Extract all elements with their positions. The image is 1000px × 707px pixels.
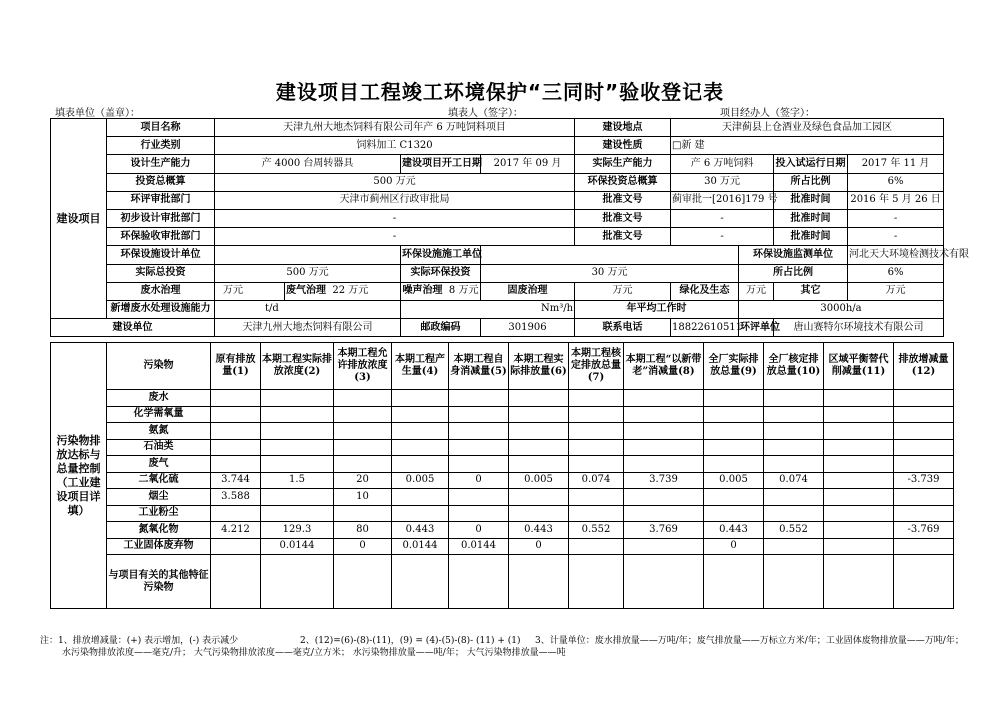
pollutant-value: 20	[334, 472, 392, 489]
pollutant-value	[569, 538, 624, 555]
pollutant-value	[624, 505, 704, 522]
pollutant-section-label: 污染物排放达标与总量控制（工业建设项目详填）	[51, 343, 107, 609]
table-row	[51, 505, 954, 522]
pollutant-value	[894, 456, 954, 473]
table-row	[51, 456, 954, 473]
pollutant-value	[704, 456, 764, 473]
pollutant-value	[392, 390, 449, 407]
eia-dept-value: 天津市蓟州区行政审批局	[215, 191, 575, 209]
pollutant-value: 3.744	[211, 472, 261, 489]
actual-invest-label: 实际总投资	[107, 264, 215, 282]
note-1b: 2、(12)=(6)-(8)-(11)，(9) = (4)-(5)-(8)- (11) + (1)	[300, 636, 521, 646]
pollutant-value	[211, 456, 261, 473]
pollutant-value: 0.074	[569, 472, 624, 489]
pollutant-value	[894, 538, 954, 555]
pollutant-value	[824, 423, 894, 440]
pollutant-header-9: 全厂实际排放总量(9)	[704, 343, 764, 390]
actual-cap-label: 实际生产能力	[575, 155, 671, 173]
pollutant-value: -3.769	[894, 522, 954, 539]
constr-unit-label: 环保设施施工单位	[401, 246, 481, 264]
pollutant-value	[764, 423, 824, 440]
actual-ratio-label: 所占比例	[739, 264, 848, 282]
design-unit-label: 环保设施设计单位	[107, 246, 215, 264]
pollutant-value	[334, 423, 392, 440]
pollutant-value: 0.0144	[261, 538, 334, 555]
pollutant-value	[334, 439, 392, 456]
eia-time-label: 批准时间	[774, 191, 848, 209]
pollutant-value	[334, 456, 392, 473]
filler-label: 填表人（签字）：	[448, 108, 523, 119]
pollutant-value	[449, 555, 509, 609]
constr-unit-value	[481, 246, 739, 264]
pollutant-value: 80	[334, 522, 392, 539]
design-cap-value: 产 4000 台周转器具	[215, 155, 401, 173]
green-label: 绿化及生态	[679, 285, 730, 297]
construction-section-label: 建设项目	[51, 119, 107, 319]
pollutant-header-1: 原有排放量(1)	[211, 343, 261, 390]
owner-unit-value: 天津九州大地杰饲料有限公司	[215, 319, 401, 337]
pollutant-value	[211, 505, 261, 522]
monitor-unit-value: 河北天大环境检测技术有限	[848, 246, 944, 264]
other-label: 其它	[774, 282, 848, 300]
pollutant-name: 工业固体废弃物	[107, 538, 211, 555]
pollutant-name: 烟尘	[107, 489, 211, 506]
table-row	[51, 439, 954, 456]
pollutant-header-5: 本期工程自身消减量(5)	[449, 343, 509, 390]
start-date-label: 建设项目开工日期	[401, 155, 481, 173]
ratio-label: 所占比例	[774, 173, 848, 191]
industry-label: 行业类别	[107, 137, 215, 155]
pollutant-name: 石油类	[107, 439, 211, 456]
pollutant-value	[764, 390, 824, 407]
pollutant-value	[764, 489, 824, 506]
pollutant-value	[334, 406, 392, 423]
pollutant-value	[392, 423, 449, 440]
pollutant-value	[764, 406, 824, 423]
pollutant-value: 0.0144	[449, 538, 509, 555]
pollutant-value	[211, 406, 261, 423]
pollutant-value: 0.005	[392, 472, 449, 489]
pollutant-value: 0.443	[509, 522, 569, 539]
owner-unit-label: 建设单位	[51, 319, 215, 337]
pollutant-name: 废水	[107, 390, 211, 407]
pollutant-value	[509, 439, 569, 456]
pollutant-value	[624, 555, 704, 609]
eia-doc-label: 批准文号	[575, 191, 671, 209]
prelim-doc-label: 批准文号	[575, 209, 671, 227]
eia-unit-label: 环评单位	[739, 319, 774, 337]
eia-time-value: 2016 年 5 月 26 日	[848, 191, 944, 209]
accept-dept-value: -	[215, 228, 575, 246]
pollutant-value	[624, 439, 704, 456]
pollutant-value	[764, 456, 824, 473]
pollutant-value: 0.005	[509, 472, 569, 489]
new-ww-label: 新增废水处理设施能力	[107, 300, 215, 318]
pollutant-value	[569, 390, 624, 407]
pollutant-value	[824, 538, 894, 555]
accept-dept-label: 环保验收审批部门	[107, 228, 215, 246]
accept-time-value: -	[848, 228, 944, 246]
project-info-table	[50, 118, 970, 337]
noise-label: 噪声治理	[402, 285, 443, 297]
pollutant-value	[261, 505, 334, 522]
pollutant-value	[894, 489, 954, 506]
pollutant-value	[824, 472, 894, 489]
pollutant-header-12: 排放增减量(12)	[894, 343, 954, 390]
pollutant-name: 工业粉尘	[107, 505, 211, 522]
budget-label: 投资总概算	[107, 173, 215, 191]
pollutant-value: 0.443	[392, 522, 449, 539]
pollutant-value	[509, 555, 569, 609]
pollutant-value	[449, 423, 509, 440]
trial-date-label: 投入试运行日期	[774, 155, 848, 173]
actual-invest-value: 500 万元	[215, 264, 401, 282]
prelim-time-value: -	[848, 209, 944, 227]
pollutant-value	[392, 505, 449, 522]
zip-value: 301906	[481, 319, 575, 337]
gas-label: 废气治理	[286, 285, 326, 297]
pollutant-value	[704, 406, 764, 423]
pollutant-value	[624, 489, 704, 506]
other-pollutant-row	[51, 555, 954, 609]
project-location: 天津蓟县上仓酒业及绿色食品加工园区	[671, 119, 944, 137]
green-value: 万元	[739, 282, 774, 300]
pollutant-value	[569, 456, 624, 473]
pollutant-value: 0.005	[704, 472, 764, 489]
pollutant-value	[449, 439, 509, 456]
pollutant-value	[261, 555, 334, 609]
pollutant-table	[50, 342, 954, 609]
pollutant-value	[449, 390, 509, 407]
pollutant-value	[704, 390, 764, 407]
pollutant-value	[449, 406, 509, 423]
pollutant-value: 0.552	[764, 522, 824, 539]
pollutant-value	[261, 390, 334, 407]
pollutant-value	[569, 439, 624, 456]
table-row	[51, 423, 954, 440]
pollutant-value	[894, 406, 954, 423]
note-1a: 注：1、排放增减量：(+) 表示增加，(-) 表示减少	[40, 636, 239, 646]
pollutant-header-2: 本期工程实际排放浓度(2)	[261, 343, 334, 390]
pollutant-value	[824, 456, 894, 473]
pollutant-value	[624, 423, 704, 440]
handler-label: 项目经办人（签字）：	[720, 108, 815, 119]
pollutant-value	[334, 555, 392, 609]
pollutant-value	[894, 390, 954, 407]
budget-value: 500 万元	[215, 173, 575, 191]
accept-doc-value: -	[671, 228, 774, 246]
pollutant-value	[764, 555, 824, 609]
pollutant-value: 0	[509, 538, 569, 555]
note-1c: 3、计量单位：废水排放量——万吨/年；废气排放量——万标立方米/年；工业固体废物排放量——万吨/年；	[535, 636, 964, 646]
pollutant-value: 0	[449, 472, 509, 489]
pollutant-value	[509, 489, 569, 506]
pollutant-value	[334, 505, 392, 522]
other-value: 万元	[848, 282, 944, 300]
pollutant-header-8: 本期工程“以新带老”消减量(8)	[624, 343, 704, 390]
env-budget-value: 30 万元	[671, 173, 774, 191]
ratio-value: 6%	[848, 173, 944, 191]
pollutant-value	[392, 555, 449, 609]
pollutant-value	[569, 423, 624, 440]
pollutant-value	[624, 406, 704, 423]
pollutant-value	[392, 456, 449, 473]
pollutant-value	[261, 456, 334, 473]
pollutant-value	[824, 406, 894, 423]
pollutant-name: 废气	[107, 456, 211, 473]
prelim-dept-value: -	[215, 209, 575, 227]
pollutant-value	[704, 555, 764, 609]
eia-unit-value: 唐山赛特尔环境技术有限公司	[774, 319, 944, 337]
pollutant-value	[824, 439, 894, 456]
pollutant-header-11: 区域平衡替代削减量(11)	[824, 343, 894, 390]
pollutant-value	[392, 406, 449, 423]
pollutant-value	[764, 538, 824, 555]
pollutant-value	[569, 555, 624, 609]
green-cell	[671, 282, 739, 300]
pollutant-value	[509, 505, 569, 522]
fill-unit-label: 填表单位（盖章）：	[55, 108, 140, 119]
pollutant-value	[824, 390, 894, 407]
pollutant-value: 4.212	[211, 522, 261, 539]
table-row	[51, 522, 954, 539]
pollutant-value: 0	[449, 522, 509, 539]
pollutant-value: 0	[704, 538, 764, 555]
wastewater-value: 万元	[215, 282, 285, 300]
pollutant-value	[704, 423, 764, 440]
wastewater-label: 废水治理	[107, 282, 215, 300]
pollutant-value	[261, 439, 334, 456]
actual-env-value: 30 万元	[481, 264, 739, 282]
pollutant-header-10: 全厂核定排放总量(10)	[764, 343, 824, 390]
pollutant-value	[624, 456, 704, 473]
pollutant-header-7: 本期工程核定排放总量(7)	[569, 343, 624, 390]
pollutant-value: -3.739	[894, 472, 954, 489]
pollutant-value	[211, 439, 261, 456]
pollutant-name: 氮氧化物	[107, 522, 211, 539]
industry-value: 饲料加工 C1320	[215, 137, 575, 155]
pollutant-value	[624, 390, 704, 407]
pollutant-value	[509, 456, 569, 473]
pollutant-value: 129.3	[261, 522, 334, 539]
table-row	[51, 489, 954, 506]
zip-label: 邮政编码	[401, 319, 481, 337]
actual-ratio-value: 6%	[848, 264, 944, 282]
pollutant-value	[569, 406, 624, 423]
table-row	[51, 538, 954, 555]
phone-label: 联系电话	[602, 321, 643, 333]
gas-value: 22 万元	[332, 285, 369, 297]
pollutant-value	[894, 555, 954, 609]
pollutant-value	[824, 555, 894, 609]
accept-time-label: 批准时间	[774, 228, 848, 246]
pollutant-value: 3.769	[624, 522, 704, 539]
table-row	[51, 390, 954, 407]
location-label: 建设地点	[575, 119, 671, 137]
pollutant-value	[392, 489, 449, 506]
pollutant-value: 0	[334, 538, 392, 555]
phone-value: 18822610511	[671, 319, 739, 337]
pollutant-value	[704, 439, 764, 456]
name-label: 项目名称	[107, 119, 215, 137]
pollutant-value	[392, 439, 449, 456]
solid-label: 固废治理	[507, 285, 548, 297]
pollutant-value	[449, 456, 509, 473]
pollutant-value	[509, 390, 569, 407]
page-title: 建设项目工程竣工环境保护“三同时”验收登记表	[275, 80, 725, 104]
design-cap-label: 设计生产能力	[107, 155, 215, 173]
pollutant-value	[211, 390, 261, 407]
pollutant-value	[211, 423, 261, 440]
solid-value: 万元	[575, 282, 671, 300]
pollutant-value: 3.588	[211, 489, 261, 506]
noise-cell	[401, 282, 481, 300]
pollutant-value	[449, 505, 509, 522]
pollutant-header-row	[51, 343, 954, 390]
pollutant-value	[824, 522, 894, 539]
pollutant-value	[704, 489, 764, 506]
pollutant-header-4: 本期工程产生量(4)	[392, 343, 449, 390]
pollutant-value	[894, 505, 954, 522]
trial-date-value: 2017 年 11 月	[848, 155, 944, 173]
actual-cap-value: 产 6 万吨饲料	[671, 155, 774, 173]
pollutant-value: 0.074	[764, 472, 824, 489]
pollutant-value: 3.739	[624, 472, 704, 489]
pollutant-value	[764, 505, 824, 522]
new-ww-unit1: t/d	[215, 300, 401, 318]
env-budget-label: 环保投资总概算	[575, 173, 671, 191]
pollutant-value: 0.552	[569, 522, 624, 539]
pollutant-value	[261, 423, 334, 440]
pollutant-value	[449, 489, 509, 506]
table-row	[51, 406, 954, 423]
pollutant-value	[569, 489, 624, 506]
pollutant-value: 0.0144	[392, 538, 449, 555]
pollutant-value	[211, 538, 261, 555]
table-row	[51, 472, 954, 489]
note-2: 水污染物排放浓度——毫克/升； 大气污染物排放浓度——毫克/立方米； 水污染物排放量——吨/年； 大气污染物排放量——吨	[62, 648, 566, 658]
pollutant-value	[509, 406, 569, 423]
prelim-time-label: 批准时间	[774, 209, 848, 227]
hours-label: 年平均工作时	[575, 300, 739, 318]
pollutant-value: 10	[334, 489, 392, 506]
new-ww-unit2: Nm³/h	[401, 300, 575, 318]
pollutant-value	[704, 505, 764, 522]
start-date-value: 2017 年 09 月	[481, 155, 575, 173]
accept-doc-label: 批准文号	[575, 228, 671, 246]
pollutant-value	[569, 505, 624, 522]
pollutant-value	[764, 439, 824, 456]
prelim-doc-value: -	[671, 209, 774, 227]
pollutant-value	[261, 406, 334, 423]
solid-cell	[481, 282, 575, 300]
gas-cell	[285, 282, 401, 300]
pollutant-header-3: 本期工程允许排放浓度(3)	[334, 343, 392, 390]
pollutant-value	[261, 489, 334, 506]
prelim-dept-label: 初步设计审批部门	[107, 209, 215, 227]
pollutant-value	[824, 505, 894, 522]
pollutant-value	[894, 439, 954, 456]
actual-env-label: 实际环保投资	[401, 264, 481, 282]
eia-doc-value: 蓟审批一[2016]179 号	[671, 191, 774, 209]
eia-dept-label: 环评审批部门	[107, 191, 215, 209]
pollutant-value	[509, 423, 569, 440]
pollutant-value	[624, 538, 704, 555]
noise-value: 8 万元	[448, 285, 479, 297]
pollutant-value	[211, 555, 261, 609]
hours-value: 3000h/a	[739, 300, 944, 318]
other-pollutant-label: 与项目有关的其他特征污染物	[107, 555, 211, 609]
pollutant-value: 0.443	[704, 522, 764, 539]
pollutant-name: 化学需氧量	[107, 406, 211, 423]
pollutant-value	[894, 423, 954, 440]
pollutant-value: 1.5	[261, 472, 334, 489]
pollutant-value	[334, 390, 392, 407]
pollutant-value	[824, 489, 894, 506]
pollutant-header-6: 本期工程实际排放量(6)	[509, 343, 569, 390]
nature-label: 建设性质	[575, 137, 671, 155]
pollutant-header-0: 污染物	[107, 343, 211, 390]
pollutant-name: 二氧化硫	[107, 472, 211, 489]
phone-cell	[575, 319, 671, 337]
nature-value: □新 建	[671, 137, 944, 155]
design-unit-value	[215, 246, 401, 264]
monitor-unit-label: 环保设施监测单位	[739, 246, 848, 264]
project-name: 天津九州大地杰饲料有限公司年产 6 万吨饲料项目	[215, 119, 575, 137]
pollutant-name: 氨氮	[107, 423, 211, 440]
